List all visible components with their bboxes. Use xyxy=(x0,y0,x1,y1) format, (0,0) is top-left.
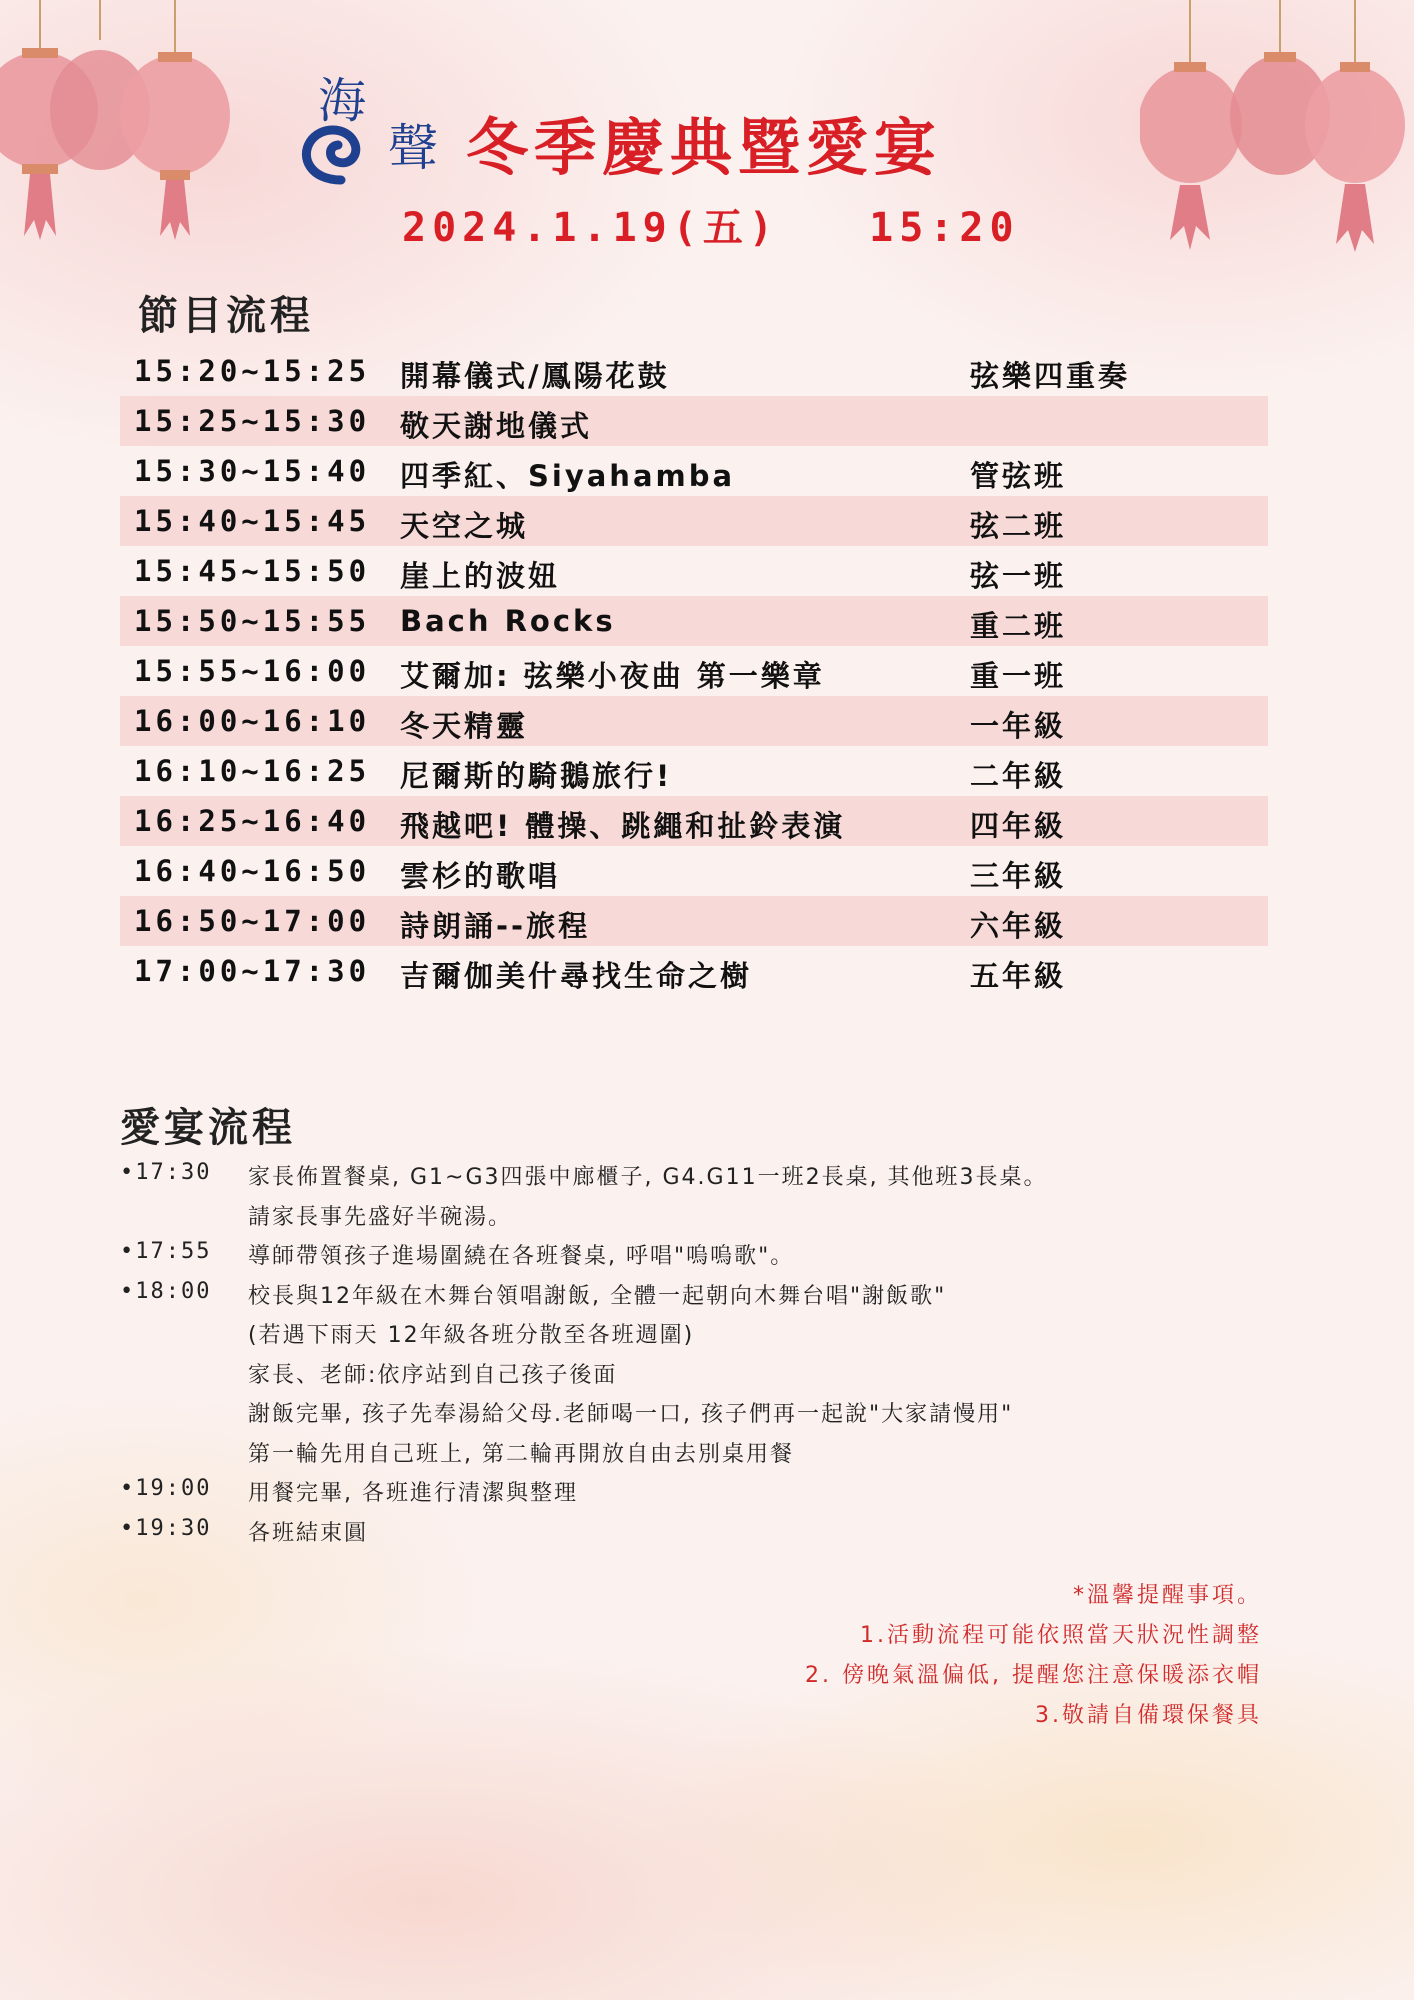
program-row xyxy=(120,396,1268,446)
program-performer: 五年級 xyxy=(970,959,1067,993)
event-date-time: 2024.1.19(五) 15:20 xyxy=(402,205,1020,251)
program-item: 吉爾伽美什尋找生命之樹 xyxy=(400,959,753,993)
program-schedule xyxy=(120,346,1268,996)
program-row xyxy=(120,796,1268,846)
banquet-time: •18:00 xyxy=(120,1278,212,1304)
program-item: 飛越吧! 體操、跳繩和扯鈴表演 xyxy=(400,809,846,843)
program-row xyxy=(120,446,1268,496)
program-time: 15:45~15:50 xyxy=(134,554,371,588)
program-performer: 弦二班 xyxy=(970,509,1067,543)
banquet-row xyxy=(120,1393,1280,1433)
program-item: 冬天精靈 xyxy=(400,709,529,743)
program-item: 詩朗誦--旅程 xyxy=(400,909,591,943)
program-row xyxy=(120,596,1268,646)
program-time: 17:00~17:30 xyxy=(134,954,371,988)
school-logo xyxy=(296,68,456,188)
program-item: 雲杉的歌唱 xyxy=(400,859,561,893)
reminders xyxy=(805,1576,1262,1736)
program-item: Bach Rocks xyxy=(400,604,616,638)
program-row xyxy=(120,546,1268,596)
program-time: 15:25~15:30 xyxy=(134,404,371,438)
program-time: 15:20~15:25 xyxy=(134,354,371,388)
program-row xyxy=(120,746,1268,796)
banquet-time: •19:30 xyxy=(120,1515,212,1541)
banquet-time: •17:55 xyxy=(120,1239,212,1264)
banquet-row xyxy=(120,1156,1280,1196)
program-row xyxy=(120,846,1268,896)
reminders-title: *溫馨提醒事項。 xyxy=(1072,1583,1262,1608)
banquet-schedule xyxy=(120,1156,1280,1551)
program-row xyxy=(120,946,1268,996)
reminder-item: 3.敬請自備環保餐具 xyxy=(1035,1703,1262,1728)
banquet-text: 各班結束圓 xyxy=(248,1520,369,1546)
program-performer: 弦一班 xyxy=(970,559,1067,593)
program-time: 15:40~15:45 xyxy=(134,504,371,538)
logo-char: 聲 xyxy=(388,119,438,177)
program-item: 開幕儀式/鳳陽花鼓 xyxy=(400,359,670,393)
program-time: 15:30~15:40 xyxy=(134,454,371,488)
program-performer: 重一班 xyxy=(970,659,1067,693)
program-time: 16:50~17:00 xyxy=(134,904,371,938)
program-performer: 二年級 xyxy=(970,759,1067,793)
program-time: 15:55~16:00 xyxy=(134,654,371,688)
banquet-text: 校長與12年級在木舞台領唱謝飯, 全體一起朝向木舞台唱"謝飯歌" xyxy=(248,1283,947,1309)
program-performer: 三年級 xyxy=(970,859,1067,893)
program-performer: 重二班 xyxy=(970,609,1067,643)
program-heading: 節目流程 xyxy=(138,293,314,339)
lanterns-decoration-left xyxy=(0,0,240,250)
banquet-row xyxy=(120,1235,1280,1275)
program-item: 敬天謝地儀式 xyxy=(400,409,593,443)
banquet-row xyxy=(120,1196,1280,1236)
program-row xyxy=(120,346,1268,396)
banquet-text: 導師帶領孩子進場圍繞在各班餐桌, 呼唱"嗚嗚歌"。 xyxy=(248,1244,795,1269)
lantern-icon xyxy=(1305,0,1405,252)
banquet-text: 第一輪先用自己班上, 第二輪再開放自由去別桌用餐 xyxy=(248,1441,794,1467)
logo-char: 海 xyxy=(318,73,367,129)
lantern-icon xyxy=(1140,0,1242,250)
program-item: 崖上的波妞 xyxy=(400,559,561,593)
lantern-icon xyxy=(120,0,230,240)
program-performer: 弦樂四重奏 xyxy=(970,359,1131,393)
program-item: 天空之城 xyxy=(400,509,529,543)
program-performer: 六年級 xyxy=(970,909,1067,943)
program-performer: 管弦班 xyxy=(970,459,1067,493)
banquet-row xyxy=(120,1512,1280,1552)
reminder-item: 2. 傍晚氣溫偏低, 提醒您注意保暖添衣帽 xyxy=(805,1663,1262,1688)
program-row xyxy=(120,496,1268,546)
program-time: 16:10~16:25 xyxy=(134,754,371,788)
reminder-item: 1.活動流程可能依照當天狀況性調整 xyxy=(860,1623,1262,1648)
program-time: 16:25~16:40 xyxy=(134,804,371,838)
lanterns-decoration-right xyxy=(1140,0,1414,260)
banquet-row xyxy=(120,1472,1280,1512)
banquet-text: 用餐完畢, 各班進行清潔與整理 xyxy=(248,1481,578,1506)
program-item: 尼爾斯的騎鵝旅行! xyxy=(400,759,673,793)
program-performer: 四年級 xyxy=(970,809,1067,843)
banquet-time: •19:00 xyxy=(120,1476,212,1501)
program-row xyxy=(120,646,1268,696)
banquet-text: 家長佈置餐桌, G1~G3四張中廊櫃子, G4.G11一班2長桌, 其他班3長桌。 xyxy=(248,1165,1048,1190)
program-row xyxy=(120,696,1268,746)
program-time: 15:50~15:55 xyxy=(134,604,371,638)
program-time: 16:00~16:10 xyxy=(134,704,371,738)
program-item: 四季紅、Siyahamba xyxy=(400,459,736,493)
banquet-row xyxy=(120,1354,1280,1394)
banquet-text: 謝飯完畢, 孩子先奉湯給父母.老師喝一口, 孩子們再一起說"大家請慢用" xyxy=(248,1402,1014,1427)
program-time: 16:40~16:50 xyxy=(134,854,371,888)
banquet-row xyxy=(120,1275,1280,1315)
banquet-time: •17:30 xyxy=(120,1160,212,1185)
program-row xyxy=(120,896,1268,946)
program-performer: 一年級 xyxy=(970,709,1067,743)
banquet-heading: 愛宴流程 xyxy=(120,1105,296,1151)
banquet-row xyxy=(120,1433,1280,1473)
banquet-row xyxy=(120,1314,1280,1354)
banquet-text: 請家長事先盛好半碗湯。 xyxy=(248,1204,513,1230)
banquet-text: (若遇下雨天 12年級各班分散至各班週圍) xyxy=(248,1323,695,1348)
program-item: 艾爾加: 弦樂小夜曲 第一樂章 xyxy=(400,659,825,693)
banquet-text: 家長、老師:依序站到自己孩子後面 xyxy=(248,1362,618,1388)
page-title: 冬季慶典暨愛宴 xyxy=(466,111,943,184)
